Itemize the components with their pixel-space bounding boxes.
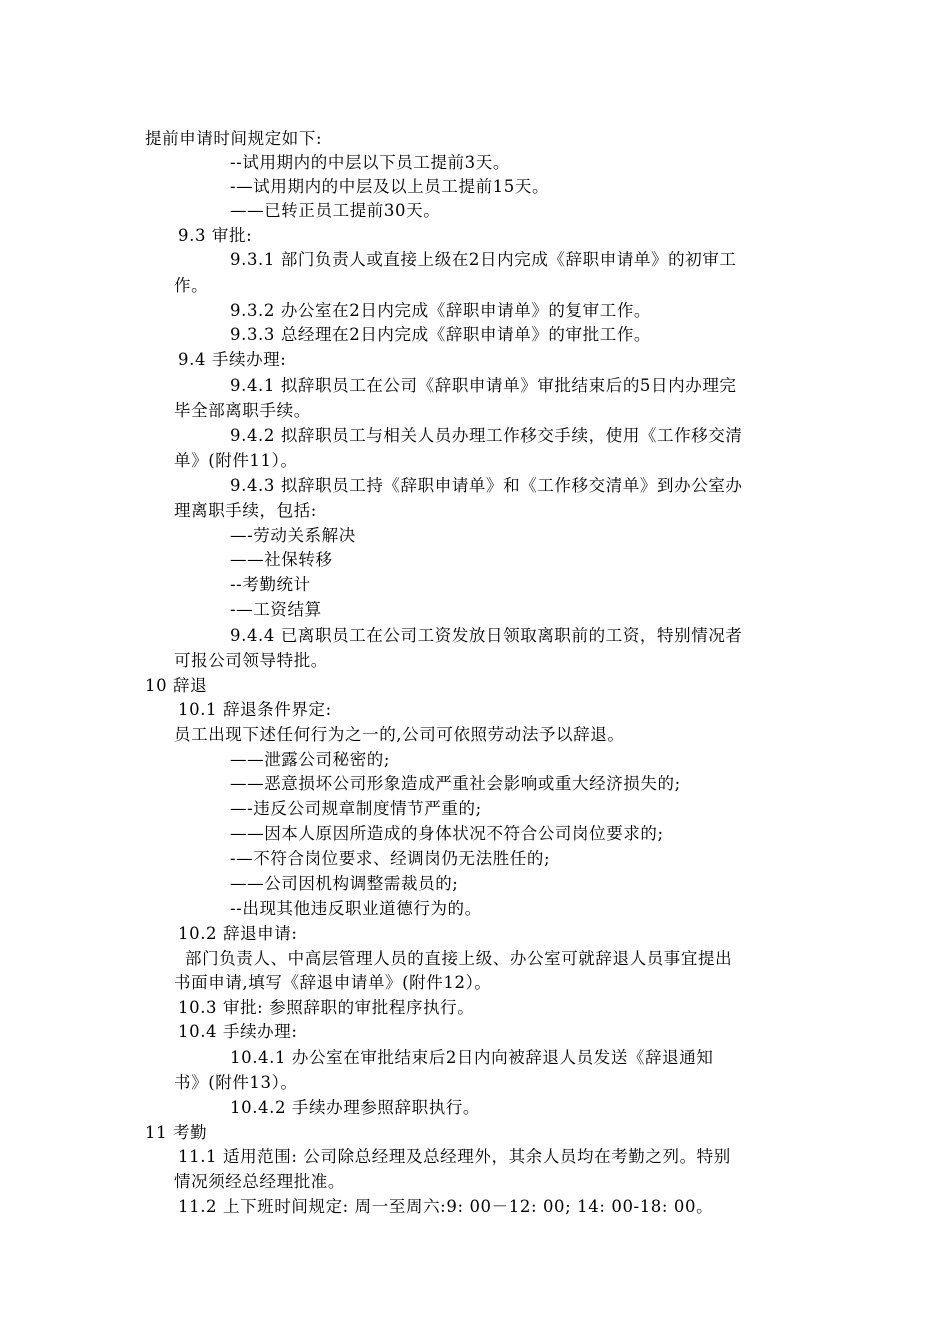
section-heading: 9.3 审批:	[178, 226, 253, 245]
text-line: 提前申请时间规定如下:	[145, 129, 323, 148]
text-line: 9.4.3 拟辞职员工持《辞职申请单》和《工作移交清单》到办公室办	[230, 476, 743, 495]
section-heading: 10.3 审批: 参照辞职的审批程序执行。	[178, 998, 475, 1017]
text-line: 可报公司领导特批。	[174, 651, 328, 670]
text-line: 书》(附件13）。	[174, 1073, 298, 1092]
text-line: ——社保转移	[230, 550, 333, 569]
text-line: 9.4.1 拟辞职员工在公司《辞职申请单》审批结束后的5日内办理完	[230, 376, 737, 395]
text-line: -—试用期内的中层及以上员工提前15天。	[230, 177, 550, 196]
text-line: 员工出现下述任何行为之一的,公司可依照劳动法予以辞退。	[174, 725, 625, 744]
text-line: 9.3.1 部门负责人或直接上级在2日内完成《辞职申请单》的初审工	[230, 250, 737, 269]
section-heading: 10.1 辞退条件界定:	[178, 700, 332, 719]
text-line: 单》(附件11）。	[174, 451, 298, 470]
section-heading: 10.2 辞退申请:	[178, 924, 298, 943]
section-heading: 11.2 上下班时间规定: 周一至周六:9: 00－12: 00; 14: 00-18: 00。	[178, 1197, 714, 1216]
text-line: --出现其他违反职业道德行为的。	[230, 899, 482, 918]
text-line: 9.3.3 总经理在2日内完成《辞职申请单》的审批工作。	[230, 325, 652, 344]
text-line: -—不符合岗位要求、经调岗仍无法胜任的;	[230, 849, 551, 868]
text-line: ——因本人原因所造成的身体状况不符合公司岗位要求的;	[230, 824, 664, 843]
text-line: 10.4.2 手续办理参照辞职执行。	[230, 1098, 481, 1117]
text-line: 9.3.2 办公室在2日内完成《辞职申请单》的复审工作。	[230, 301, 652, 320]
text-line: ——恶意损坏公司形象造成严重社会影响或重大经济损失的;	[230, 774, 681, 793]
section-heading: 9.4 手续办理:	[178, 350, 287, 369]
text-line: 情况须经总经理批准。	[174, 1172, 345, 1191]
text-line: --考勤统计	[230, 575, 311, 594]
text-line: 理离职手续，包括:	[174, 501, 317, 520]
text-line: ——已转正员工提前30天。	[230, 201, 441, 220]
text-line: 毕全部离职手续。	[174, 401, 311, 420]
text-line: —-劳动关系解决	[230, 526, 356, 545]
section-heading: 11.1 适用范围: 公司除总经理及总经理外，其余人员均在考勤之列。特别	[178, 1147, 731, 1166]
section-heading: 10.4 手续办理:	[178, 1022, 298, 1041]
text-line: -—工资结算	[230, 600, 322, 619]
text-line: ——泄露公司秘密的;	[230, 750, 391, 769]
text-line: 9.4.4 已离职员工在公司工资发放日领取离职前的工资，特别情况者	[230, 626, 743, 645]
text-line: ——公司因机构调整需裁员的;	[230, 874, 459, 893]
text-line: 10.4.1 办公室在审批结束后2日内向被辞退人员发送《辞退通知	[230, 1048, 714, 1067]
text-line: 9.4.2 拟辞职员工与相关人员办理工作移交手续，使用《工作移交清	[230, 426, 743, 445]
text-line: 作。	[174, 276, 209, 295]
text-line: --试用期内的中层以下员工提前3天。	[230, 153, 510, 172]
text-line: —-违反公司规章制度情节严重的;	[230, 799, 482, 818]
chapter-heading: 10 辞退	[145, 676, 208, 695]
text-line: 书面申请,填写《辞退申请单》(附件12）。	[174, 973, 492, 992]
chapter-heading: 11 考勤	[145, 1123, 208, 1142]
text-line: 部门负责人、中高层管理人员的直接上级、办公室可就辞退人员事宜提出	[185, 949, 733, 968]
